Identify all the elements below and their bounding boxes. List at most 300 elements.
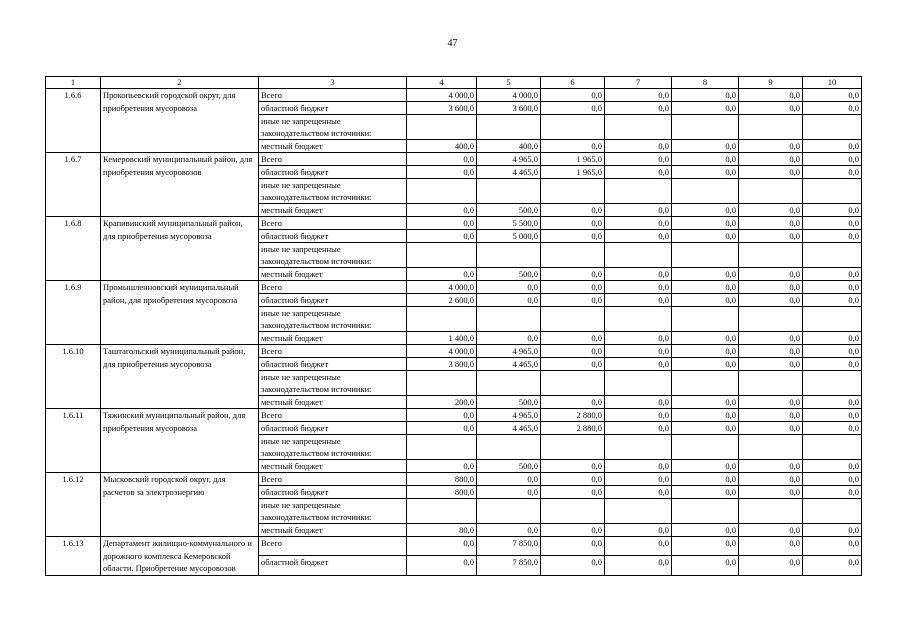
- value-cell: 3 600,0: [477, 102, 541, 115]
- value-cell: 0,0: [739, 140, 803, 153]
- value-cell: 0,0: [739, 556, 803, 575]
- table-row: [46, 281, 862, 294]
- value-cell: 0,0: [672, 460, 739, 473]
- value-cell: 4 965,0: [477, 345, 541, 358]
- value-cell: 0,0: [739, 294, 803, 307]
- value-cell: 0,0: [803, 556, 862, 575]
- value-cell: 0,0: [541, 89, 605, 102]
- value-cell: 0,0: [605, 345, 672, 358]
- value-cell: 400,0: [477, 140, 541, 153]
- value-cell: 0,0: [672, 230, 739, 243]
- value-cell: [541, 307, 605, 332]
- value-cell: 0,0: [541, 460, 605, 473]
- funding-source: [259, 230, 407, 243]
- value-cell: 3 600,0: [407, 102, 477, 115]
- value-cell: 0,0: [672, 556, 739, 575]
- value-cell: [605, 499, 672, 524]
- value-cell: 5 000,0: [477, 230, 541, 243]
- value-cell: 0,0: [407, 204, 477, 217]
- value-cell: [477, 179, 541, 204]
- value-cell: 0,0: [605, 422, 672, 435]
- item-code: 1.6.13: [46, 537, 101, 576]
- value-cell: 0,0: [605, 332, 672, 345]
- funding-source-label: Всего: [261, 346, 282, 356]
- value-cell: 0,0: [605, 460, 672, 473]
- value-cell: 0,0: [803, 422, 862, 435]
- value-cell: [672, 435, 739, 460]
- funding-source: [259, 486, 407, 499]
- value-cell: 80,0: [407, 524, 477, 537]
- value-cell: 0,0: [739, 358, 803, 371]
- header-cell: 1: [46, 77, 101, 89]
- value-cell: [541, 179, 605, 204]
- value-cell: 4 000,0: [407, 281, 477, 294]
- header-cell: 6: [541, 77, 605, 89]
- funding-source: [259, 524, 407, 537]
- table-body: [46, 89, 862, 576]
- value-cell: [407, 499, 477, 524]
- item-name: Таштагольский муниципальный район, для приобретения мусоровоза: [101, 345, 259, 409]
- funding-source: [259, 217, 407, 230]
- item-name: Мысковский городской округ, для расчетов за электроэнергию: [101, 473, 259, 537]
- value-cell: 0,0: [605, 153, 672, 166]
- table-row: [46, 409, 862, 422]
- value-cell: 0,0: [407, 409, 477, 422]
- value-cell: [803, 499, 862, 524]
- value-cell: 0,0: [803, 486, 862, 499]
- funding-source: [259, 460, 407, 473]
- item-name: Тяжинский муниципальный район, для приобретения мусоровоза: [101, 409, 259, 473]
- table-row: [46, 153, 862, 166]
- value-cell: 0,0: [407, 460, 477, 473]
- value-cell: 0,0: [605, 358, 672, 371]
- value-cell: [739, 371, 803, 396]
- funding-source-label: иные не запрещенные законодательством источники:: [261, 180, 372, 202]
- value-cell: 0,0: [739, 166, 803, 179]
- value-cell: 0,0: [803, 294, 862, 307]
- item-code: 1.6.9: [46, 281, 101, 345]
- funding-source: [259, 435, 407, 460]
- value-cell: 0,0: [605, 524, 672, 537]
- value-cell: 0,0: [672, 422, 739, 435]
- value-cell: 500,0: [477, 396, 541, 409]
- value-cell: 7 850,0: [477, 556, 541, 575]
- value-cell: 0,0: [739, 486, 803, 499]
- value-cell: [803, 115, 862, 140]
- value-cell: 1 965,0: [541, 166, 605, 179]
- funding-source: [259, 268, 407, 281]
- value-cell: 0,0: [803, 89, 862, 102]
- funding-source-label: областной бюджет: [261, 103, 329, 113]
- funding-source: [259, 153, 407, 166]
- value-cell: 0,0: [605, 140, 672, 153]
- value-cell: [407, 435, 477, 460]
- value-cell: 0,0: [541, 204, 605, 217]
- header-cell: 3: [259, 77, 407, 89]
- funding-source: [259, 102, 407, 115]
- value-cell: 0,0: [605, 281, 672, 294]
- funding-source-label: иные не запрещенные законодательством источники:: [261, 244, 372, 266]
- header-cell: 2: [101, 77, 259, 89]
- value-cell: [739, 179, 803, 204]
- value-cell: 0,0: [739, 524, 803, 537]
- funding-source: [259, 166, 407, 179]
- value-cell: 0,0: [803, 473, 862, 486]
- value-cell: 0,0: [803, 332, 862, 345]
- value-cell: [541, 243, 605, 268]
- value-cell: 0,0: [407, 166, 477, 179]
- funding-source: [259, 345, 407, 358]
- value-cell: [739, 499, 803, 524]
- value-cell: [803, 307, 862, 332]
- value-cell: [407, 307, 477, 332]
- value-cell: [477, 435, 541, 460]
- value-cell: 0,0: [541, 524, 605, 537]
- value-cell: 0,0: [803, 140, 862, 153]
- value-cell: 0,0: [541, 358, 605, 371]
- funding-source: [259, 409, 407, 422]
- table-row: [46, 89, 862, 102]
- table-row: [46, 537, 862, 556]
- value-cell: 0,0: [739, 473, 803, 486]
- value-cell: 0,0: [672, 524, 739, 537]
- value-cell: 0,0: [803, 345, 862, 358]
- value-cell: 0,0: [739, 268, 803, 281]
- value-cell: 0,0: [605, 396, 672, 409]
- value-cell: 0,0: [803, 217, 862, 230]
- value-cell: 0,0: [672, 140, 739, 153]
- value-cell: 4 000,0: [477, 89, 541, 102]
- funding-source-label: областной бюджет: [261, 359, 329, 369]
- funding-source-label: областной бюджет: [261, 231, 329, 241]
- item-code: 1.6.6: [46, 89, 101, 153]
- value-cell: 0,0: [739, 396, 803, 409]
- value-cell: 4 000,0: [407, 89, 477, 102]
- funding-source-label: местный бюджет: [261, 525, 323, 535]
- value-cell: 880,0: [407, 473, 477, 486]
- item-code: 1.6.10: [46, 345, 101, 409]
- value-cell: 4 965,0: [477, 153, 541, 166]
- value-cell: 0,0: [803, 524, 862, 537]
- value-cell: 0,0: [739, 153, 803, 166]
- value-cell: 0,0: [739, 102, 803, 115]
- value-cell: 0,0: [739, 217, 803, 230]
- funding-source-label: иные не запрещенные законодательством источники:: [261, 500, 372, 522]
- value-cell: 0,0: [803, 537, 862, 556]
- funding-source-label: областной бюджет: [261, 557, 329, 568]
- value-cell: [477, 371, 541, 396]
- value-cell: 500,0: [477, 268, 541, 281]
- table-row: [46, 345, 862, 358]
- value-cell: 0,0: [605, 294, 672, 307]
- value-cell: 0,0: [803, 281, 862, 294]
- value-cell: 0,0: [672, 268, 739, 281]
- value-cell: 0,0: [672, 217, 739, 230]
- funding-source: [259, 396, 407, 409]
- value-cell: 5 500,0: [477, 217, 541, 230]
- funding-source-label: иные не запрещенные законодательством источники:: [261, 372, 372, 394]
- value-cell: [541, 115, 605, 140]
- value-cell: 0,0: [803, 268, 862, 281]
- value-cell: 4 465,0: [477, 422, 541, 435]
- funding-source: [259, 358, 407, 371]
- funding-source-label: иные не запрещенные законодательством источники:: [261, 436, 372, 458]
- value-cell: [477, 499, 541, 524]
- value-cell: 3 800,0: [407, 358, 477, 371]
- value-cell: [407, 115, 477, 140]
- value-cell: 0,0: [803, 409, 862, 422]
- value-cell: [803, 371, 862, 396]
- funding-source: [259, 537, 407, 556]
- value-cell: [541, 499, 605, 524]
- value-cell: 7 850,0: [477, 537, 541, 556]
- table-row: [46, 473, 862, 486]
- value-cell: 0,0: [477, 332, 541, 345]
- item-code: 1.6.12: [46, 473, 101, 537]
- item-name: Кемеровский муниципальный район, для приобретения мусоровозов: [101, 153, 259, 217]
- value-cell: 800,0: [407, 486, 477, 499]
- value-cell: 0,0: [739, 460, 803, 473]
- value-cell: [672, 115, 739, 140]
- funding-source-label: Всего: [261, 218, 282, 228]
- value-cell: [605, 115, 672, 140]
- value-cell: 0,0: [803, 166, 862, 179]
- funding-source: [259, 140, 407, 153]
- funding-source-label: Всего: [261, 90, 282, 100]
- funding-source: [259, 115, 407, 140]
- value-cell: 0,0: [803, 102, 862, 115]
- value-cell: 0,0: [739, 345, 803, 358]
- header-cell: 10: [803, 77, 862, 89]
- funding-source: [259, 556, 407, 575]
- header-cell: 7: [605, 77, 672, 89]
- funding-source: [259, 89, 407, 102]
- funding-source-label: областной бюджет: [261, 167, 329, 177]
- value-cell: 0,0: [672, 281, 739, 294]
- value-cell: [407, 179, 477, 204]
- value-cell: 0,0: [739, 281, 803, 294]
- value-cell: 0,0: [672, 204, 739, 217]
- header-cell: 8: [672, 77, 739, 89]
- value-cell: 0,0: [407, 217, 477, 230]
- value-cell: [672, 499, 739, 524]
- value-cell: 0,0: [605, 537, 672, 556]
- value-cell: 4 965,0: [477, 409, 541, 422]
- value-cell: 0,0: [477, 281, 541, 294]
- funding-source: [259, 294, 407, 307]
- value-cell: 0,0: [605, 166, 672, 179]
- value-cell: 4 465,0: [477, 358, 541, 371]
- value-cell: [605, 179, 672, 204]
- value-cell: 0,0: [672, 166, 739, 179]
- value-cell: 0,0: [477, 294, 541, 307]
- value-cell: 200,0: [407, 396, 477, 409]
- value-cell: 0,0: [605, 556, 672, 575]
- value-cell: 0,0: [541, 281, 605, 294]
- item-name: Крапивинский муниципальный район, для приобретения мусоровоза: [101, 217, 259, 281]
- value-cell: 2 600,0: [407, 294, 477, 307]
- value-cell: [672, 179, 739, 204]
- value-cell: 0,0: [672, 473, 739, 486]
- value-cell: 0,0: [739, 332, 803, 345]
- funding-source-label: местный бюджет: [261, 141, 323, 151]
- value-cell: 0,0: [541, 486, 605, 499]
- funding-source-label: Всего: [261, 538, 282, 548]
- value-cell: 0,0: [541, 140, 605, 153]
- value-cell: 500,0: [477, 460, 541, 473]
- header-cell: 4: [407, 77, 477, 89]
- item-name: Промышленновский муниципальный район, для приобретения мусоровоза: [101, 281, 259, 345]
- item-code: 1.6.8: [46, 217, 101, 281]
- value-cell: 1 400,0: [407, 332, 477, 345]
- funding-source-label: областной бюджет: [261, 295, 329, 305]
- value-cell: [541, 435, 605, 460]
- value-cell: 0,0: [477, 473, 541, 486]
- value-cell: 0,0: [605, 486, 672, 499]
- value-cell: [803, 179, 862, 204]
- value-cell: 0,0: [605, 230, 672, 243]
- item-name: Прокопьевский городской округ, для приобретения мусоровоза: [101, 89, 259, 153]
- value-cell: 0,0: [672, 486, 739, 499]
- value-cell: 0,0: [605, 473, 672, 486]
- value-cell: [672, 243, 739, 268]
- value-cell: 0,0: [739, 537, 803, 556]
- value-cell: 0,0: [541, 230, 605, 243]
- value-cell: [477, 115, 541, 140]
- value-cell: [739, 115, 803, 140]
- value-cell: 0,0: [739, 409, 803, 422]
- item-code: 1.6.7: [46, 153, 101, 217]
- funding-source: [259, 422, 407, 435]
- value-cell: 0,0: [541, 396, 605, 409]
- funding-source-label: местный бюджет: [261, 397, 323, 407]
- value-cell: 0,0: [407, 556, 477, 575]
- value-cell: 0,0: [803, 396, 862, 409]
- value-cell: 0,0: [672, 358, 739, 371]
- value-cell: [803, 435, 862, 460]
- value-cell: [407, 371, 477, 396]
- value-cell: 0,0: [541, 537, 605, 556]
- funding-source-label: Всего: [261, 474, 282, 484]
- funding-source-label: местный бюджет: [261, 205, 323, 215]
- value-cell: 0,0: [407, 230, 477, 243]
- value-cell: 500,0: [477, 204, 541, 217]
- value-cell: 0,0: [541, 217, 605, 230]
- funding-source: [259, 499, 407, 524]
- funding-source: [259, 307, 407, 332]
- value-cell: 0,0: [672, 294, 739, 307]
- value-cell: 0,0: [541, 473, 605, 486]
- funding-source-label: иные не запрещенные законодательством источники:: [261, 116, 372, 138]
- value-cell: 0,0: [407, 422, 477, 435]
- item-code: 1.6.11: [46, 409, 101, 473]
- value-cell: 0,0: [605, 89, 672, 102]
- value-cell: 0,0: [739, 230, 803, 243]
- value-cell: [739, 243, 803, 268]
- funding-source-label: Всего: [261, 282, 282, 292]
- value-cell: 0,0: [477, 524, 541, 537]
- funding-source-label: областной бюджет: [261, 487, 329, 497]
- funding-source: [259, 371, 407, 396]
- value-cell: 0,0: [407, 153, 477, 166]
- value-cell: [739, 435, 803, 460]
- value-cell: 0,0: [672, 102, 739, 115]
- value-cell: [672, 307, 739, 332]
- value-cell: 0,0: [672, 153, 739, 166]
- value-cell: 0,0: [803, 460, 862, 473]
- value-cell: 0,0: [672, 332, 739, 345]
- value-cell: 0,0: [672, 409, 739, 422]
- value-cell: 0,0: [541, 556, 605, 575]
- funding-source-label: Всего: [261, 154, 282, 164]
- value-cell: 0,0: [477, 486, 541, 499]
- value-cell: 2 880,0: [541, 422, 605, 435]
- value-cell: 0,0: [605, 268, 672, 281]
- value-cell: 0,0: [672, 89, 739, 102]
- funding-source-label: местный бюджет: [261, 461, 323, 471]
- funding-source: [259, 243, 407, 268]
- funding-source-label: иные не запрещенные законодательством источники:: [261, 308, 372, 330]
- value-cell: [541, 371, 605, 396]
- funding-source-label: местный бюджет: [261, 269, 323, 279]
- value-cell: [739, 307, 803, 332]
- funding-source: [259, 332, 407, 345]
- funding-source-label: областной бюджет: [261, 423, 329, 433]
- funding-source: [259, 473, 407, 486]
- value-cell: [407, 243, 477, 268]
- value-cell: [605, 307, 672, 332]
- value-cell: [672, 371, 739, 396]
- value-cell: 0,0: [605, 102, 672, 115]
- value-cell: 0,0: [541, 102, 605, 115]
- value-cell: [477, 307, 541, 332]
- value-cell: [605, 243, 672, 268]
- budget-table: [45, 76, 862, 576]
- value-cell: [605, 371, 672, 396]
- value-cell: 400,0: [407, 140, 477, 153]
- value-cell: 0,0: [541, 268, 605, 281]
- value-cell: [605, 435, 672, 460]
- value-cell: 0,0: [541, 332, 605, 345]
- header-cell: 5: [477, 77, 541, 89]
- value-cell: 0,0: [541, 345, 605, 358]
- value-cell: [803, 243, 862, 268]
- value-cell: 0,0: [739, 204, 803, 217]
- value-cell: 0,0: [605, 217, 672, 230]
- item-name: Департамент жилищно-коммунального и дорожного комплекса Кемеровской области. Приобретение мусоровозов: [101, 537, 259, 576]
- value-cell: 0,0: [605, 204, 672, 217]
- funding-source-label: местный бюджет: [261, 333, 323, 343]
- value-cell: 0,0: [803, 153, 862, 166]
- header-cell: 9: [739, 77, 803, 89]
- value-cell: 0,0: [672, 537, 739, 556]
- value-cell: 0,0: [407, 537, 477, 556]
- value-cell: 4 465,0: [477, 166, 541, 179]
- value-cell: 0,0: [739, 89, 803, 102]
- table-row: [46, 217, 862, 230]
- value-cell: 0,0: [541, 294, 605, 307]
- funding-source-label: Всего: [261, 410, 282, 420]
- funding-source: [259, 179, 407, 204]
- header-row: [46, 77, 862, 89]
- value-cell: 1 965,0: [541, 153, 605, 166]
- value-cell: 0,0: [803, 358, 862, 371]
- value-cell: 0,0: [407, 268, 477, 281]
- value-cell: [477, 243, 541, 268]
- value-cell: 0,0: [672, 396, 739, 409]
- page-number: 47: [447, 38, 458, 49]
- value-cell: 2 880,0: [541, 409, 605, 422]
